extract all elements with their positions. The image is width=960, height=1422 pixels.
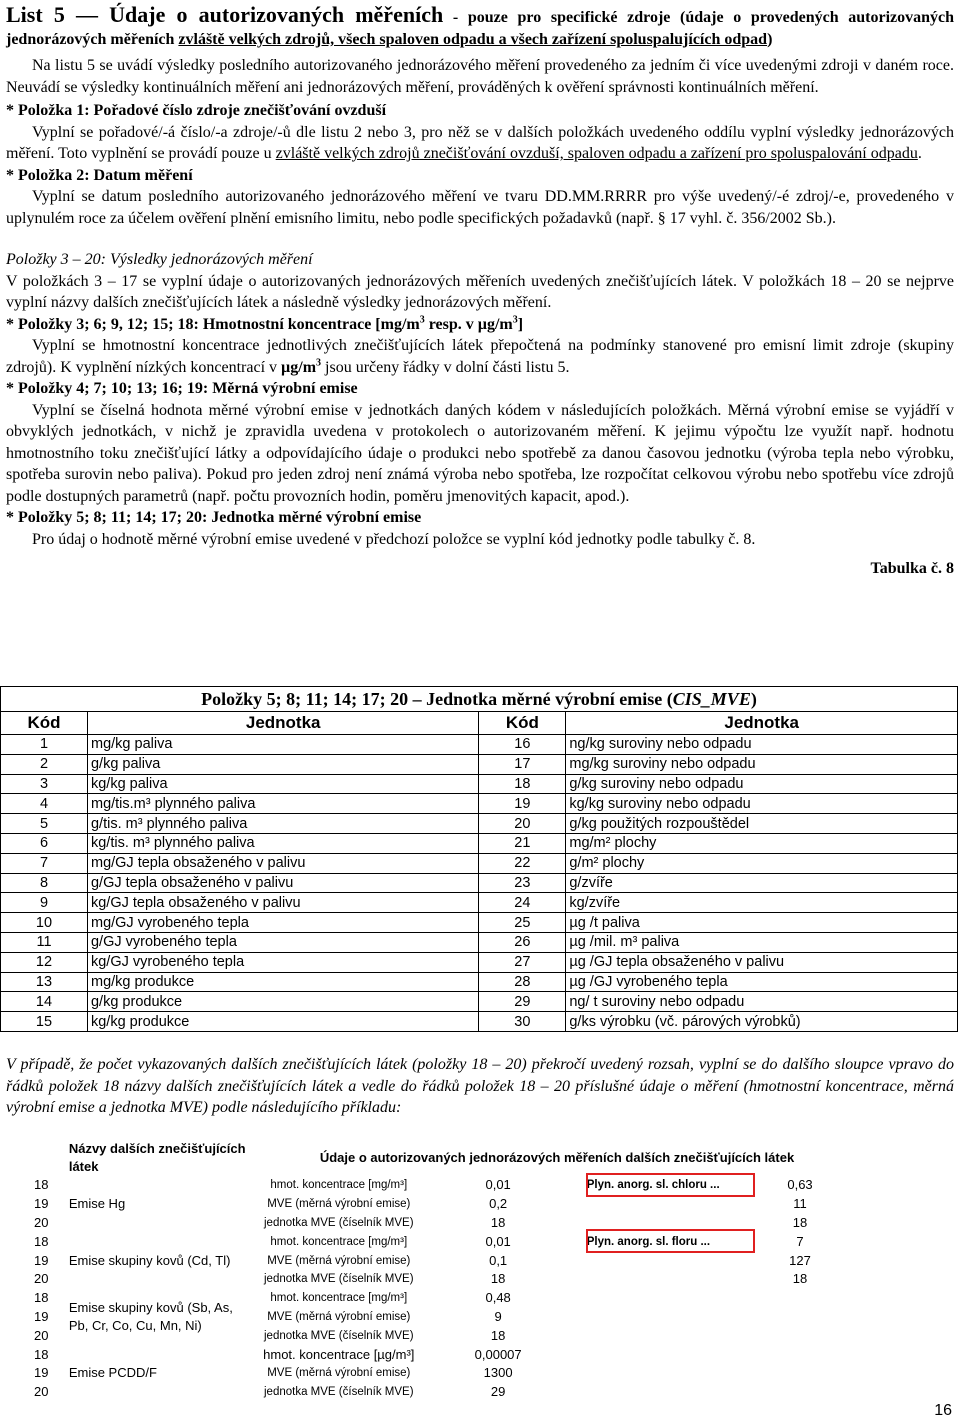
table8-row xyxy=(1,833,958,853)
table8-cell-k1: 6 xyxy=(1,833,88,853)
table8-cell-u2: ng/ t suroviny nebo odpadu xyxy=(566,992,958,1012)
example-extra-value xyxy=(740,1326,860,1345)
example-head-data: Údaje o autorizovaných jednorázových měřeních dalších znečišťujících látek xyxy=(319,1150,795,1165)
table8-cell-k1: 12 xyxy=(1,952,88,972)
table8-cell-u2: µg /t paliva xyxy=(566,913,958,933)
example-row-number: 20 xyxy=(34,1384,49,1400)
table8-cell-k2: 30 xyxy=(479,1012,566,1032)
table8-cell-u2: mg/kg suroviny nebo odpadu xyxy=(566,754,958,774)
intro-paragraph: Na listu 5 se uvádí výsledky posledního autorizovaného jednorázového měření provedeného za jedním či více uvedenými zdroji v daném roce. Neuvádí se výsledky kontinuálních měření ani jednorázových měření, prováděných k ověření správnosti kontinuálních měření. xyxy=(6,57,954,96)
example-row-number: 18 xyxy=(34,1233,49,1249)
item1-heading: * Položka 1: Pořadové číslo zdroje znečišťování ovzduší xyxy=(6,102,387,119)
example-row-number: 20 xyxy=(34,1327,49,1343)
table8-cell-k2: 25 xyxy=(479,913,566,933)
table8-row xyxy=(1,794,958,814)
example-measure-label: jednotka MVE (číselník MVE) xyxy=(264,1273,414,1286)
example-extra-name xyxy=(573,1308,740,1327)
example-extra-value: 7 xyxy=(796,1233,804,1249)
example-extra-name xyxy=(573,1251,740,1270)
table8-cell-k2: 20 xyxy=(479,814,566,834)
table8-cell-u2: g/kg suroviny nebo odpadu xyxy=(566,774,958,794)
example-pollutant-name: Emise skupiny kovů (Sb, As, Pb, Cr, Co, Cu, Mn, Ni) xyxy=(68,1299,233,1333)
item1-text: Vyplní se pořadové/-á číslo/-a zdroje/-ů dle listu 2 nebo 3, pro něž se v dalších položkách uvedeného oddílu vyplní výsledky jednorázových měření. Toto vyplnění se provádí pouze u zvláště velkých zdrojů znečišťování ovzduší, spaloven odpadu a zařízení pro spoluspalování odpadu. xyxy=(6,123,954,162)
example-measure-label: jednotka MVE (číselník MVE) xyxy=(264,1216,414,1229)
example-row-number: 20 xyxy=(34,1214,49,1230)
table8-cell-u1: mg/GJ vyrobeného tepla xyxy=(87,913,478,933)
table8-cell-u2: g/m² plochy xyxy=(566,853,958,873)
table8-cell-u1: mg/tis.m³ plynného paliva xyxy=(87,794,478,814)
table8-cell-u1: kg/kg produkce xyxy=(87,1012,478,1032)
example-extra-name xyxy=(573,1289,740,1308)
document-page xyxy=(6,0,954,578)
example-row-number: 19 xyxy=(34,1308,49,1324)
example-extra-name xyxy=(573,1345,740,1364)
table8-cell-k1: 5 xyxy=(1,814,88,834)
example-row xyxy=(30,1289,860,1308)
table8-row xyxy=(1,814,958,834)
spec-text: Vyplní se číselná hodnota měrné výrobní emise v jednotkách daných kódem v následujících položkách. Měrná výrobní emise se vyjádří v obvyklých jednotkách, v nichž je zpravidla uvedena v protokolech o autorizovaném měření. K jejimu výpočtu lze využít např. hodnotu hmotnostního toku znečišťující látky a odpovídajícího údaje o produkci nebo spotřebě za danou časovou jednotku (výroba tepla nebo výrobku, spotřeba surovin nebo paliva). Pokud pro jeden zdroj není známá výroba nebo spotřeba, lze rozpočítat celkovou výrobu nebo spotřebu více zdrojů podle dostupných parametrů (např. počtu provozních hodin, poměru jmenovitých kapacit, apod.). xyxy=(6,401,954,505)
example-value: 18 xyxy=(490,1327,506,1343)
table8-row xyxy=(1,913,958,933)
table8-cell-k1: 4 xyxy=(1,794,88,814)
list-subtitle: - pouze pro specifické zdroje (údaje o provedených autorizovaných jednorázových měřeních zvláště velkých zdrojů, všech spaloven odpadu a všech zařízení spoluspalujících odpad) xyxy=(6,9,955,48)
example-measure-label: hmot. koncentrace [µg/m³] xyxy=(263,1346,415,1362)
table8-cell-u1: kg/GJ tepla obsaženého v palivu xyxy=(87,893,478,913)
example-extra-value: 18 xyxy=(792,1214,808,1230)
table8-cell-k1: 10 xyxy=(1,913,88,933)
table8-cell-u2: g/zvíře xyxy=(566,873,958,893)
example-extra-value: 11 xyxy=(793,1196,807,1212)
example-pollutant-name: Emise Hg xyxy=(68,1196,126,1212)
table8-cell-u1: mg/kg paliva xyxy=(87,735,478,755)
example-head-names: Názvy dalších znečišťujících látek xyxy=(68,1141,246,1174)
table8-cell-u1: mg/kg produkce xyxy=(87,972,478,992)
table8-cell-k2: 16 xyxy=(479,735,566,755)
example-value: 29 xyxy=(490,1384,506,1400)
example-value: 0,01 xyxy=(485,1233,511,1249)
example-extra-value: 127 xyxy=(789,1252,811,1268)
table8-row xyxy=(1,893,958,913)
example-extra-name xyxy=(573,1195,740,1214)
example-measure-label: MVE (měrná výrobní emise) xyxy=(267,1254,411,1267)
example-measure-label: hmot. koncentrace [mg/m³] xyxy=(270,1235,408,1248)
example-row-number: 18 xyxy=(34,1290,49,1306)
table8-cell-u2: kg/kg suroviny nebo odpadu xyxy=(566,794,958,814)
page-heading xyxy=(6,4,954,51)
example-measure-label: MVE (měrná výrobní emise) xyxy=(267,1367,411,1380)
table8-cell-k2: 18 xyxy=(479,774,566,794)
table8-row xyxy=(1,952,958,972)
table8-cell-u1: kg/tis. m³ plynného paliva xyxy=(87,833,478,853)
table8-cell-u1: g/GJ tepla obsaženého v palivu xyxy=(87,873,478,893)
table8-cell-u1: kg/GJ vyrobeného tepla xyxy=(87,952,478,972)
table8-cell-u2: mg/m² plochy xyxy=(566,833,958,853)
example-extra-name xyxy=(573,1326,740,1345)
example-value: 0,00007 xyxy=(474,1346,522,1362)
table8-col-kod: Kód xyxy=(1,712,88,735)
table8-row xyxy=(1,735,958,755)
table8-col-jednotka: Jednotka xyxy=(87,712,478,735)
items3-20-heading: Položky 3 – 20: Výsledky jednorázových měření xyxy=(6,251,313,268)
table8-cell-u2: µg /GJ tepla obsaženého v palivu xyxy=(566,952,958,972)
table8-cell-u1: mg/GJ tepla obsaženého v palivu xyxy=(87,853,478,873)
example-value: 18 xyxy=(490,1214,506,1230)
table8-cell-u2: µg /mil. m³ paliva xyxy=(566,932,958,952)
example-extra-value xyxy=(740,1383,860,1402)
table8-cell-k1: 2 xyxy=(1,754,88,774)
example-extra-name xyxy=(573,1270,740,1289)
conc-text: Vyplní se hmotnostní koncentrace jednotlivých znečišťujících látek přepočtená na podmínky stanovené pro emisní limit zdroje (skupiny zdrojů). K vyplnění nízkých koncentrací v $\mu g/m^3$ jsou určeny řádky v dolní části listu 5. xyxy=(6,337,954,376)
table8-cell-k1: 13 xyxy=(1,972,88,992)
table8-col-kod-2: Kód xyxy=(479,712,566,735)
table8-cell-u2: ng/kg suroviny nebo odpadu xyxy=(566,735,958,755)
table8-cell-u2: g/kg použitých rozpouštědel xyxy=(566,814,958,834)
table8-row xyxy=(1,992,958,1012)
table8-cell-u1: kg/kg paliva xyxy=(87,774,478,794)
table8-cell-u1: g/tis. m³ plynného paliva xyxy=(87,814,478,834)
table8-row xyxy=(1,873,958,893)
example-extra-name xyxy=(573,1364,740,1383)
table8-cell-u1: g/kg paliva xyxy=(87,754,478,774)
example-measure-label: MVE (měrná výrobní emise) xyxy=(267,1310,411,1323)
example-row-number: 18 xyxy=(34,1346,49,1362)
table8-cell-u1: g/GJ vyrobeného tepla xyxy=(87,932,478,952)
table8-cell-k2: 19 xyxy=(479,794,566,814)
example-value: 1300 xyxy=(483,1365,513,1381)
spec-heading: * Položky 4; 7; 10; 13; 16; 19: Měrná výrobní emise xyxy=(6,380,358,397)
example-extra-value xyxy=(740,1289,860,1308)
example-extra-value xyxy=(740,1364,860,1383)
example-extra-name: Plyn. anorg. sl. floru ... xyxy=(586,1235,711,1248)
table8-cell-k2: 21 xyxy=(479,833,566,853)
table8 xyxy=(0,686,958,1032)
table8-cell-k1: 15 xyxy=(1,1012,88,1032)
table8-cell-k2: 24 xyxy=(479,893,566,913)
example-extra-name xyxy=(573,1383,740,1402)
table8-cell-k1: 14 xyxy=(1,992,88,1012)
example-value: 0,1 xyxy=(489,1252,508,1268)
items3-20-text: V položkách 3 – 17 se vyplní údaje o autorizovaných jednorázových měřeních uvedených znečišťujících látek. V položkách 18 – 20 se nejprve vyplní názvy dalších znečišťujících látek a následně výsledky jednorázových měření. xyxy=(6,272,954,311)
example-value: 18 xyxy=(490,1271,506,1287)
example-row-number: 20 xyxy=(34,1271,49,1287)
table8-cell-k2: 17 xyxy=(479,754,566,774)
table8-row xyxy=(1,754,958,774)
table8-title: Položky 5; 8; 11; 14; 17; 20 – Jednotka měrné výrobní emise (CIS_MVE) xyxy=(1,687,958,712)
table8-cell-u2: µg /GJ vyrobeného tepla xyxy=(566,972,958,992)
example-measure-label: jednotka MVE (číselník MVE) xyxy=(264,1386,414,1399)
table8-cell-u2: kg/zvíře xyxy=(566,893,958,913)
example-measure-label: hmot. koncentrace [mg/m³] xyxy=(270,1292,408,1305)
table8-row xyxy=(1,774,958,794)
example-value: 0,2 xyxy=(489,1196,508,1212)
table8-col-jednotka-2: Jednotka xyxy=(566,712,958,735)
item2-heading: * Položka 2: Datum měření xyxy=(6,166,193,184)
example-row-number: 19 xyxy=(34,1196,49,1212)
highlight-box-chloru xyxy=(586,1173,755,1197)
example-value: 0,48 xyxy=(485,1290,511,1306)
table8-cell-u1: g/kg produkce xyxy=(87,992,478,1012)
table8-cell-k1: 9 xyxy=(1,893,88,913)
highlight-box-floru xyxy=(586,1229,755,1253)
example-extra-value xyxy=(740,1345,860,1364)
example-row-number: 19 xyxy=(34,1365,49,1381)
table8-caption: Tabulka č. 8 xyxy=(870,560,954,577)
example-measure-label: hmot. koncentrace [mg/m³] xyxy=(270,1179,408,1192)
example-row-number: 19 xyxy=(34,1252,49,1268)
table8-cell-k2: 22 xyxy=(479,853,566,873)
table8-row xyxy=(1,932,958,952)
item2-text: Vyplní se datum posledního autorizovaného jednorázového měření ve tvaru DD.MM.RRRR pro výše uvedený/-é zdroj/-e, provedeného v uplynulém roce za účelem ověření plnění emisního limitu, nebo podle specifických požadavků (např. § 17 vyhl. č. 356/2002 Sb.). xyxy=(6,188,954,227)
overflow-note: V případě, že počet vykazovaných dalších znečišťujících látek (položky 18 – 20) překročí uvedený rozsah, vyplní se do dalšího sloupce vpravo do řádků položek 18 názvy dalších znečišťujících látek a vedle do řádků položek 18 – 20 příslušné údaje o měření (hmotnostní koncentrace, měrná výrobní emise a jednotka MVE) podle následujícího příkladu: xyxy=(6,1056,954,1116)
list-title: List 5 — Údaje o autorizovaných měřeních xyxy=(6,2,444,27)
example-extra-value: 0,63 xyxy=(787,1177,813,1193)
page-number: 16 xyxy=(934,1402,952,1419)
table8-cell-k1: 11 xyxy=(1,932,88,952)
table8-row xyxy=(1,853,958,873)
table8-cell-k2: 27 xyxy=(479,952,566,972)
conc-heading: * Položky 3; 6; 9, 12; 15; 18: Hmotnostní koncentrace [$mg/m^3$ resp. v $\mu g/m^3$] xyxy=(6,314,524,333)
table8-row xyxy=(1,1012,958,1032)
table8-cell-k1: 1 xyxy=(1,735,88,755)
example-extra-name: Plyn. anorg. sl. chloru ... xyxy=(586,1179,720,1192)
example-measure-label: jednotka MVE (číselník MVE) xyxy=(264,1329,414,1342)
example-value: 9 xyxy=(494,1308,502,1324)
example-pollutant-name: Emise PCDD/F xyxy=(68,1365,157,1381)
table8-row xyxy=(1,972,958,992)
table8-cell-k2: 29 xyxy=(479,992,566,1012)
table8-cell-k2: 26 xyxy=(479,932,566,952)
example-extra-value: 18 xyxy=(792,1271,808,1287)
table8-cell-k1: 3 xyxy=(1,774,88,794)
table8-cell-k2: 28 xyxy=(479,972,566,992)
example-row xyxy=(30,1345,860,1364)
table8-cell-u2: g/ks výrobku (vč. párových výrobků) xyxy=(566,1012,958,1032)
example-value: 0,01 xyxy=(485,1177,511,1193)
example-extra-value xyxy=(740,1308,860,1327)
unit-heading: * Položky 5; 8; 11; 14; 17; 20: Jednotka měrné výrobní emise xyxy=(6,509,422,526)
example-pollutant-name: Emise skupiny kovů (Cd, Tl) xyxy=(68,1252,231,1268)
example-measure-label: MVE (měrná výrobní emise) xyxy=(267,1198,411,1211)
table8-cell-k1: 8 xyxy=(1,873,88,893)
table8-cell-k2: 23 xyxy=(479,873,566,893)
example-row-number: 18 xyxy=(34,1177,49,1193)
unit-text: Pro údaj o hodnotě měrné výrobní emise uvedené v předchozí položce se vyplní kód jednotky podle tabulky č. 8. xyxy=(32,530,756,548)
table8-cell-k1: 7 xyxy=(1,853,88,873)
